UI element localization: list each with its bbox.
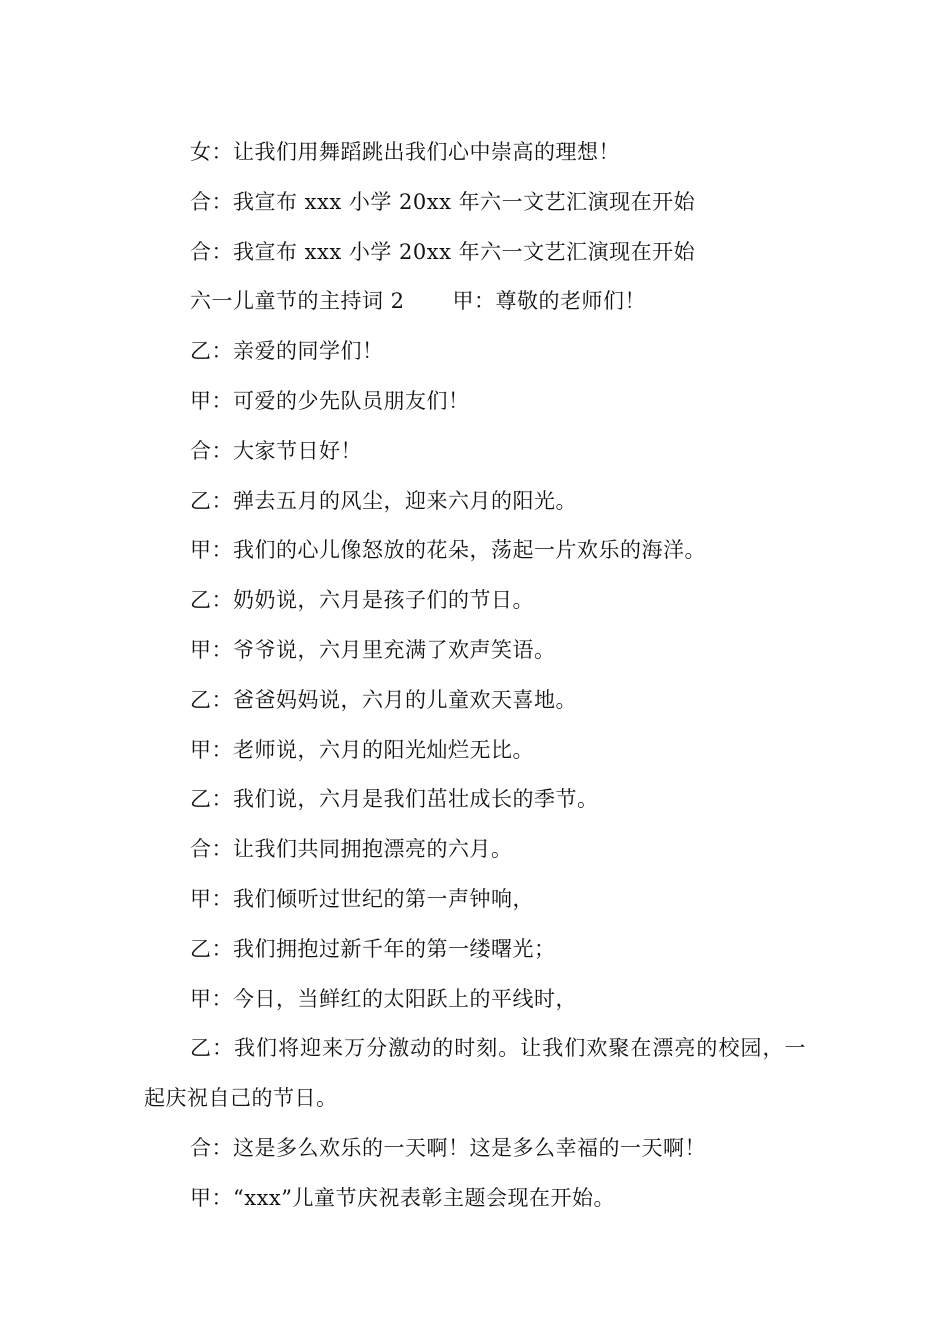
script-line: 乙：我们说，六月是我们茁壮成长的季节。	[190, 787, 599, 812]
script-line: 合：让我们共同拥抱漂亮的六月。	[190, 837, 513, 862]
script-line: 合：大家节日好！	[190, 438, 362, 463]
script-line: 甲：爷爷说，六月里充满了欢声笑语。	[190, 637, 556, 662]
script-line: 甲：“xxx”儿童节庆祝表彰主题会现在开始。	[190, 1185, 615, 1210]
script-line: 甲：老师说，六月的阳光灿烂无比。	[190, 737, 534, 762]
section-heading-line	[144, 277, 806, 327]
script-line: 甲：我们倾听过世纪的第一声钟响，	[190, 886, 534, 911]
script-line: 合：我宣布 xxx 小学 20xx 年六一文艺汇演现在开始	[190, 239, 696, 264]
script-line: 甲：今日，当鲜红的太阳跃上的平线时，	[190, 986, 577, 1011]
script-line: 合：我宣布 xxx 小学 20xx 年六一文艺汇演现在开始	[190, 189, 696, 214]
script-line: 甲：可爱的少先队员朋友们！	[190, 388, 470, 413]
script-line: 乙：奶奶说，六月是孩子们的节日。	[190, 588, 534, 613]
script-line: 甲：我们的心儿像怒放的花朵，荡起一片欢乐的海洋。	[190, 538, 706, 563]
script-line: 乙：弹去五月的风尘，迎来六月的阳光。	[190, 488, 577, 513]
script-line: 乙：爸爸妈妈说，六月的儿童欢天喜地。	[190, 687, 577, 712]
section-title: 六一儿童节的主持词 2	[190, 289, 405, 314]
script-line: 甲：尊敬的老师们！	[452, 289, 647, 314]
script-paragraph: 乙：我们将迎来万分激动的时刻。让我们欢聚在漂亮的校园，一起庆祝自己的节日。	[144, 1036, 806, 1111]
document-body	[144, 128, 806, 1224]
script-line: 女：让我们用舞蹈跳出我们心中崇高的理想！	[190, 140, 620, 164]
script-line: 合：这是多么欢乐的一天啊！这是多么幸福的一天啊！	[190, 1135, 706, 1160]
script-line: 乙：我们拥抱过新千年的第一缕曙光；	[190, 936, 556, 961]
script-line: 乙：亲爱的同学们！	[190, 339, 384, 364]
